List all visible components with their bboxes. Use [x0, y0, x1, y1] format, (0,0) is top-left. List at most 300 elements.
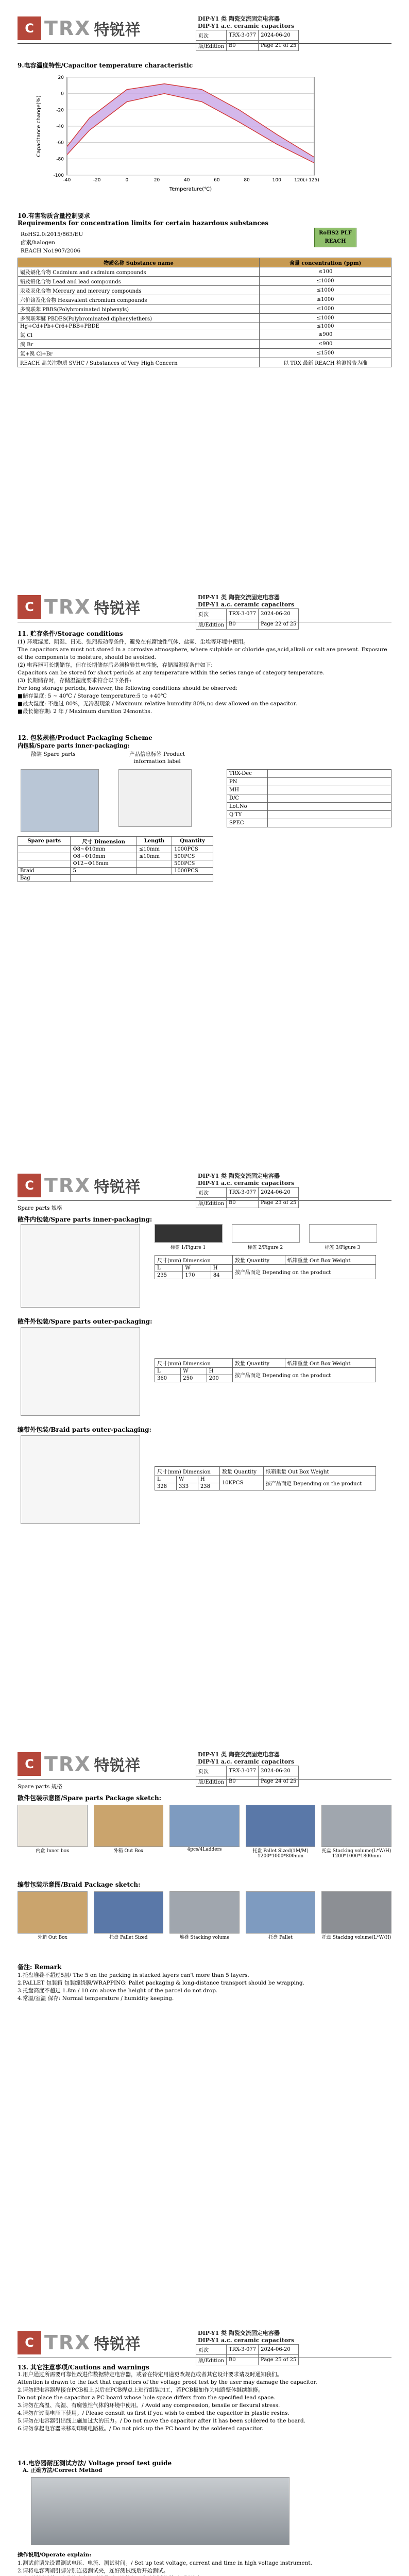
text-line: Attention is drawn to the fact that capacitors of the voltage proof test by the user may damage the capacitor.: [18, 2379, 317, 2385]
info-cell: 版/Edition: [196, 41, 227, 51]
text-line: (2) 电容器可长期储存，但在长期储存后必须检验其电性能，存储温湿度条件如下:: [18, 662, 213, 668]
logo-cn: 特锐祥: [94, 21, 141, 39]
text-line: 3.托盘高度不超过 1.8m / 10 cm above the height of the parcel do not drop.: [18, 1988, 218, 1994]
table-cell: ≤10mm: [137, 853, 172, 860]
page-3: [0, 1157, 409, 1736]
table-header: 纸箱重量 Out Box Weight: [285, 1256, 376, 1265]
text-line: ■储存温度: 5 ~ 40℃ / Storage temperature:5 to +40℃: [18, 693, 167, 699]
table-cell: H: [211, 1265, 232, 1272]
table-cell: L: [155, 1476, 177, 1483]
sketch-item: [18, 1891, 88, 1948]
table-cell: 按产品而定 Depending on the product: [232, 1368, 376, 1382]
company-logo: [18, 1174, 140, 1197]
table-cell: 镉及镉化合物 Cadmium and cadmium compounds: [18, 267, 260, 277]
x-tick-label: -40: [63, 178, 71, 183]
y-tick-label: -80: [56, 157, 64, 162]
table-row: [227, 786, 391, 794]
inner-pack-title: 散件内包装/Spare parts inner-packaging:: [18, 1216, 152, 1223]
page-number: Page 22 of 25: [259, 619, 299, 630]
logo-mark-icon: C: [18, 595, 41, 619]
table-cell: 84: [211, 1272, 232, 1279]
table-cell: ≤100: [260, 267, 391, 277]
correct-method-photo: [31, 2477, 289, 2545]
x-tick-label: -20: [93, 178, 101, 183]
info-cell: 版/Edition: [196, 1198, 227, 1208]
spare-parts-label: 散装 Spare parts: [31, 751, 76, 757]
table-cell: Lot.No: [227, 803, 268, 811]
text-line: 4.请勿在过高电压下使用。/ Please consult us first if you wish to embed the capacitor in plastic resins.: [18, 2410, 289, 2416]
table-cell: Φ8~Φ10mm: [71, 853, 137, 860]
table-cell: [268, 811, 391, 819]
y-tick-label: -60: [56, 140, 64, 146]
page-header: [18, 15, 391, 49]
doc-info-table: [196, 2344, 299, 2365]
spare-sketch-title: 散件包装示意图/Spare parts Package sketch:: [18, 1794, 162, 1802]
table-cell: 235: [155, 1272, 183, 1279]
logo-text: TRX: [44, 1753, 91, 1775]
table-cell: ≤1000: [260, 286, 391, 295]
doc-info-table: [196, 30, 299, 51]
table-row: [227, 770, 391, 778]
doc-title-en: DIP-Y1 a.c. ceramic capacitors: [198, 1758, 295, 1765]
info-cell: 2024-06-20: [259, 1766, 299, 1776]
sketch-item: [94, 1891, 164, 1948]
table-row: [227, 803, 391, 811]
text-line: 2.PALLET 包装箱 包装缠绕膜/WRAPPING: Pallet packaging & long-distance transport should be wrapping.: [18, 1980, 304, 1986]
table-cell: Q'TY: [227, 811, 268, 819]
table-cell: 500PCS: [172, 853, 213, 860]
text-line: 1.托盘堆叠不超过5层/ The 5 on the packing in stacked layers can't more than 5 layers.: [18, 1972, 249, 1978]
table-cell: H: [198, 1476, 219, 1483]
sketch-item: [246, 1891, 316, 1948]
section-14: 14.电容器耐压测试方法/ Voltage proof test guide: [18, 2460, 172, 2467]
label-figure-2: [232, 1224, 300, 1243]
sketch-item: [169, 1891, 240, 1948]
sketch-photo: [94, 1891, 164, 1934]
sketch-item: [18, 1805, 88, 1867]
sketch-item: [321, 1805, 391, 1867]
product-label-image: [118, 769, 192, 827]
label-figure-3: [309, 1224, 377, 1243]
doc-title-cn: DIP-Y1 类 陶瓷交流固定电容器: [198, 15, 280, 22]
braid-pack-title: 编带外包装/Braid parts outer-packaging:: [18, 1426, 151, 1433]
table-cell: MH: [227, 786, 268, 794]
info-cell: 版/Edition: [196, 2355, 227, 2365]
table-cell: 铅及铅化合物 Lead and lead compounds: [18, 277, 260, 286]
x-tick-label: 60: [214, 178, 220, 183]
text-line: 1.测试前请先设置测试电压、电流、测试时间。/ Set up test voltage, current and time in high voltage instrument.: [18, 2560, 312, 2566]
table-cell: [268, 778, 391, 786]
x-tick-label: 40: [184, 178, 190, 183]
logo-mark-icon: C: [18, 2331, 41, 2354]
table-cell: [268, 803, 391, 811]
table-cell: D/C: [227, 794, 268, 803]
section-10-cn: 10.有害物质含量控制要求: [18, 212, 90, 219]
logo-cn: 特锐祥: [94, 1757, 141, 1775]
figure-caption: 标签 3/Figure 3: [325, 1245, 361, 1250]
y-tick-label: -100: [53, 173, 64, 178]
table-cell: ≤1000: [260, 277, 391, 286]
table-cell: 1000PCS: [172, 846, 213, 853]
table-row: [18, 267, 391, 277]
sketch-photo: [94, 1805, 164, 1847]
company-logo: [18, 16, 140, 40]
y-axis-label: Capacitance change(%): [36, 95, 42, 157]
table-cell: W: [181, 1368, 207, 1375]
table-cell: 328: [155, 1483, 177, 1490]
label-fields-table: [227, 769, 391, 827]
sketch-item: [94, 1805, 164, 1867]
doc-title-en: DIP-Y1 a.c. ceramic capacitors: [198, 601, 295, 608]
info-cell: B0: [226, 2355, 258, 2365]
x-tick-label: 80: [244, 178, 250, 183]
text-line: 4.常温/室温 保存: Normal temperature / humidity keeping.: [18, 1995, 174, 2002]
table-header: 尺寸(mm) Dimension: [155, 1359, 233, 1368]
page-number: Page 21 of 25: [259, 41, 299, 51]
sketch-photo: [169, 1805, 240, 1847]
table-cell: Braid: [18, 868, 71, 875]
page-header: [18, 2330, 391, 2364]
table-cell: [137, 860, 172, 868]
table-cell: Φ12~Φ16mm: [71, 860, 137, 868]
sketch-photo: [321, 1805, 391, 1847]
table-cell: ≤1000: [260, 323, 391, 330]
sketch-photo: [321, 1891, 391, 1934]
table-cell: W: [183, 1265, 211, 1272]
text-line: 5.请勿在电容器引出线上施加过大的压力。/ Do not move the capacitor after it has been soldered to the board.: [18, 2418, 306, 2424]
info-cell: 页次: [196, 1766, 227, 1776]
info-cell: 2024-06-20: [259, 30, 299, 41]
section-13: 13. 其它注意事项/Cautions and warnings: [18, 2364, 149, 2371]
figure-caption: 标签 2/Figure 2: [247, 1245, 283, 1250]
doc-title: [198, 15, 294, 30]
table-header: 数量 Quantity: [232, 1359, 285, 1368]
text-line: 2.请勿把电容器焊接在PCB板上以后在PCB焊点上进行组装加工，若PCB板如作为电路整体继续维修。: [18, 2387, 264, 2393]
logo-text: TRX: [44, 17, 91, 40]
page-1: [0, 0, 409, 579]
text-line: Capacitors can be stored for short periods at any temperature within the series range of category temperature.: [18, 670, 325, 676]
info-cell: B0: [226, 41, 258, 51]
x-axis-label: Temperature(℃): [169, 187, 212, 192]
sketch-caption: 堆叠 Stacking volume: [179, 1935, 230, 1940]
y-tick-label: 20: [58, 75, 64, 80]
logo-text: TRX: [44, 596, 91, 618]
logo-text: TRX: [44, 2331, 91, 2354]
table-cell: ≤1000: [260, 304, 391, 314]
outer-box-drawing: [21, 1327, 140, 1416]
info-cell: 页次: [196, 609, 227, 619]
hazard-table: [18, 258, 391, 367]
doc-title: [198, 1751, 294, 1766]
info-cell: TRX-3-077: [226, 1188, 258, 1198]
table-cell: [268, 770, 391, 778]
page-note: Spare parts 规格: [18, 1784, 62, 1790]
page-note: Spare parts 规格: [18, 1205, 62, 1211]
table-cell: H: [207, 1368, 232, 1375]
table-row: [18, 349, 391, 358]
info-cell: B0: [226, 1198, 258, 1208]
table-cell: 5: [71, 868, 137, 875]
table-cell: ≤10mm: [137, 846, 172, 853]
table-row: [18, 340, 391, 349]
table-row: [227, 819, 391, 827]
info-cell: 2024-06-20: [259, 2345, 299, 2355]
table-cell: ≤900: [260, 330, 391, 340]
text-line: 2.请将电容两端引脚分别连接测试夹，连好测试线后开始测试。: [18, 2568, 169, 2574]
text-line: For long storage periods, however, the following conditions should be observed:: [18, 685, 238, 691]
table-cell: 500PCS: [172, 860, 213, 868]
table-cell: [268, 819, 391, 827]
table-cell: 氯 Cl: [18, 330, 260, 340]
table-cell: 按产品而定 Depending on the product: [263, 1476, 376, 1490]
logo-mark-icon: C: [18, 1174, 41, 1197]
info-cell: TRX-3-077: [226, 2345, 258, 2355]
braid-box-drawing: [21, 1435, 140, 1524]
doc-title-en: DIP-Y1 a.c. ceramic capacitors: [198, 2337, 295, 2344]
table-cell: TRX-Dec: [227, 770, 268, 778]
info-cell: 页次: [196, 30, 227, 41]
table-cell: 汞及汞化合物 Mercury and mercury compounds: [18, 286, 260, 295]
table-row: [18, 295, 391, 304]
page-2: [0, 579, 409, 1157]
info-cell: TRX-3-077: [226, 1766, 258, 1776]
sketch-photo: [169, 1891, 240, 1934]
logo-mark-icon: C: [18, 16, 41, 40]
op-explain-title: 操作说明/Operate explain:: [18, 2552, 92, 2558]
sketch-photo: [18, 1805, 88, 1847]
logo-cn: 特锐祥: [94, 2335, 141, 2353]
table-cell: [18, 860, 71, 868]
info-cell: 版/Edition: [196, 1776, 227, 1787]
table-cell: [137, 868, 172, 875]
table-cell: 多溴联苯醚 PBDES(Polybrominated diphenylethers): [18, 314, 260, 323]
sketch-item: [169, 1805, 240, 1867]
x-tick-label: 120(+125): [294, 178, 319, 183]
table-header: 纸箱重量 Out Box Weight: [285, 1359, 376, 1368]
table-header: Quantity: [172, 837, 213, 846]
table-cell: [268, 786, 391, 794]
x-tick-label: 20: [154, 178, 160, 183]
sketch-caption: 托盘 Pallet: [268, 1935, 293, 1940]
sketch-caption: 内盒 Inner box: [36, 1849, 70, 1854]
table-row: [227, 811, 391, 819]
inner-pack-title: 内包装/Spare parts inner-packaging:: [18, 742, 130, 749]
doc-title-en: DIP-Y1 a.c. ceramic capacitors: [198, 23, 295, 29]
table-row: [18, 323, 391, 330]
text-line: 1.用户通过所需要可靠性改进作数据特定电容器，或者在特定用途更改规范或者其它设计要求请及时通知我们。: [18, 2371, 283, 2378]
table-cell: Bag: [18, 875, 71, 882]
sketch-caption: 外箱 Out Box: [113, 1849, 144, 1854]
logo-cn: 特锐祥: [94, 600, 141, 618]
table-cell: [18, 846, 71, 853]
table-cell: Hg+Cd+Pb+Cr6+PBB+PBDE: [18, 323, 260, 330]
table-cell: ≤900: [260, 340, 391, 349]
braid-sketch-title: 编带包装示意图/Braid Package sketch:: [18, 1881, 141, 1888]
spare-parts-photo: [21, 769, 99, 832]
y-tick-label: 0: [61, 91, 64, 97]
sketch-caption: 托盘 Pallet Sized: [109, 1935, 148, 1940]
doc-info-table: [196, 608, 299, 630]
company-logo: [18, 1752, 140, 1776]
table-row: [18, 277, 391, 286]
table-cell: 170: [183, 1272, 211, 1279]
rohs-line: 卤素/halogen: [21, 240, 55, 246]
table-cell: 238: [198, 1483, 219, 1490]
table-cell: [71, 875, 213, 882]
info-cell: 页次: [196, 2345, 227, 2355]
table-row: [18, 304, 391, 314]
section-12: 12. 包装规格/Product Packaging Scheme: [18, 734, 152, 741]
table-header: 含量 concentration (ppm): [260, 258, 391, 267]
text-line: (3) 长期储存时，存储温湿度要求符合以下条件:: [18, 677, 132, 684]
text-line: The capacitors are must not stored in a corrosive atmosphere, where sulphide or chloride gas,acid,alkali or salt are present. Exposure of the components to moisture, should be avoided.: [18, 647, 387, 660]
pack-spec-table: [18, 836, 213, 882]
table-cell: 以 TRX 最新 REACH 检测报告为准: [260, 358, 391, 367]
table-header: 尺寸(mm) Dimension: [155, 1256, 233, 1265]
y-tick-label: -40: [56, 124, 64, 129]
table-cell: ≤1000: [260, 314, 391, 323]
section-10-en: Requirements for concentration limits for certain hazardous substances: [18, 219, 269, 227]
info-cell: TRX-3-077: [226, 30, 258, 41]
info-cell: TRX-3-077: [226, 609, 258, 619]
text-line: ■最长储存期: 2 年 / Maximum duration 24months.: [18, 708, 152, 715]
section-11: 11. 贮存条件/Storage conditions: [18, 630, 123, 637]
table-row: [18, 286, 391, 295]
table-cell: L: [155, 1368, 181, 1375]
page-5: [0, 2314, 409, 2576]
table-cell: 10KPCS: [219, 1476, 263, 1490]
table-cell: ≤1500: [260, 349, 391, 358]
logo-cn: 特锐祥: [94, 1178, 141, 1196]
doc-title-cn: DIP-Y1 类 陶瓷交流固定电容器: [198, 1173, 280, 1179]
info-cell: 页次: [196, 1188, 227, 1198]
table-header: Spare parts: [18, 837, 71, 846]
info-cell: B0: [226, 619, 258, 630]
info-cell: B0: [226, 1776, 258, 1787]
table-cell: SPEC: [227, 819, 268, 827]
correct-method-label: A. 正确方法/Correct Method: [23, 2467, 103, 2473]
table-row: [227, 778, 391, 786]
info-cell: 版/Edition: [196, 619, 227, 630]
rohs-line: REACH No1907/2006: [21, 248, 81, 254]
table-cell: ≤1000: [260, 295, 391, 304]
doc-title-cn: DIP-Y1 类 陶瓷交流固定电容器: [198, 2330, 280, 2336]
text-line: (1) 环境湿度、阴湿、日光、强烈振动等条件，避免在有腐蚀性气体、盐雾、尘埃等环境中使用。: [18, 639, 249, 645]
chart-section-title: 9.电容温度特性/Capacitor temperature characteristic: [18, 62, 193, 69]
sketch-caption: 托盘 Stacking volume(L*W/H) 1200*1000*1800mm: [321, 1849, 391, 1859]
doc-title: [198, 1173, 294, 1187]
x-tick-label: 0: [125, 178, 129, 183]
table-cell: 200: [207, 1375, 232, 1382]
sketch-caption: 托盘 Stacking volume(L*W/H): [321, 1935, 391, 1940]
table-cell: [268, 794, 391, 803]
table-cell: 按产品而定 Depending on the product: [232, 1265, 376, 1279]
sketch-photo: [246, 1805, 316, 1847]
table-cell: 六价铬及化合物 Hexavalent chromium compounds: [18, 295, 260, 304]
compliance-badge: RoHS2 PLF REACH: [314, 228, 356, 247]
table-header: 纸箱重量 Out Box Weight: [263, 1467, 376, 1476]
table-header: Length: [137, 837, 172, 846]
braid-dim-table: [155, 1466, 376, 1490]
sketch-photo: [18, 1891, 88, 1934]
page-number: Page 23 of 25: [259, 1198, 299, 1208]
table-cell: W: [176, 1476, 198, 1483]
page-4: [0, 1736, 409, 2314]
sketch-photo: [246, 1891, 316, 1934]
table-row: [18, 358, 391, 367]
sketch-caption: 外箱 Out Box: [37, 1935, 67, 1940]
table-header: 物质名称 Substance name: [18, 258, 260, 267]
inner-dim-table: [155, 1255, 376, 1279]
text-line: Do not place the capacitor a PC board whose hole space differs from the specified lead space.: [18, 2395, 276, 2401]
table-header: 尺寸 Dimension: [71, 837, 137, 846]
table-cell: REACH 高关注物质 SVHC / Substances of Very High Concern: [18, 358, 260, 367]
label-figure-1: [155, 1224, 223, 1243]
inner-box-drawing: [21, 1224, 140, 1308]
doc-title: [198, 594, 294, 608]
label-info-caption: 产品信息标签 Product information label: [129, 751, 185, 765]
table-row: [18, 314, 391, 323]
table-header: 数量 Quantity: [232, 1256, 285, 1265]
page-number: Page 25 of 25: [259, 2355, 299, 2365]
doc-info-table: [196, 1766, 299, 1787]
table-cell: 360: [155, 1375, 181, 1382]
table-row: [227, 794, 391, 803]
x-tick-label: 100: [272, 178, 281, 183]
sketch-item: [246, 1805, 316, 1867]
remark-title: 备注: Remark: [18, 1963, 62, 1971]
y-tick-label: -20: [56, 108, 64, 113]
page-header: [18, 1751, 391, 1785]
info-cell: 2024-06-20: [259, 1188, 299, 1198]
table-cell: PN: [227, 778, 268, 786]
table-cell: Φ8~Φ10mm: [71, 846, 137, 853]
text-line: 6.请勿拿起电容器来移动印刷电路板。/ Do not pick up the PC board by the soldered capacitor.: [18, 2426, 264, 2432]
sketch-item: [321, 1891, 391, 1948]
outer-pack-title: 散件外包装/Spare parts outer-packaging:: [18, 1318, 152, 1325]
outer-dim-table: [155, 1358, 376, 1382]
figure-caption: 标签 1/Figure 1: [170, 1245, 206, 1250]
table-header: 数量 Quantity: [219, 1467, 263, 1476]
table-cell: 333: [176, 1483, 198, 1490]
table-cell: L: [155, 1265, 183, 1272]
company-logo: [18, 2331, 140, 2354]
doc-title: [198, 2330, 294, 2344]
text-line: 3.请勿在高温、高湿、有腐蚀性气体的环境中使用。/ Avoid any compression, tensile or flexural stress.: [18, 2402, 280, 2409]
table-cell: 1000PCS: [172, 868, 213, 875]
doc-title-en: DIP-Y1 a.c. ceramic capacitors: [198, 1180, 295, 1187]
rohs-line: RoHS2.0:2015/863/EU: [21, 231, 83, 238]
table-cell: 多溴联苯 PBBS(Polybrominated biphenyls): [18, 304, 260, 314]
page-header: [18, 1173, 391, 1207]
sketch-caption: 托盘 Pallet Sized(1M/M) 1200*1000*800mm: [252, 1849, 309, 1859]
page-number: Page 24 of 25: [259, 1776, 299, 1787]
table-cell: [18, 853, 71, 860]
doc-title-cn: DIP-Y1 类 陶瓷交流固定电容器: [198, 1751, 280, 1758]
page-header: [18, 594, 391, 628]
table-cell: 250: [181, 1375, 207, 1382]
info-cell: 2024-06-20: [259, 609, 299, 619]
sketch-caption: 4pcs/4Ladders: [187, 1847, 222, 1852]
table-cell: 氯+溴 Cl+Br: [18, 349, 260, 358]
doc-title-cn: DIP-Y1 类 陶瓷交流固定电容器: [198, 594, 280, 601]
logo-mark-icon: C: [18, 1752, 41, 1776]
text-line: ■最大湿度: 不超过 80%，无冷凝现象 / Maximum relative humidity 80%,no dew allowed on the capacitor.: [18, 701, 297, 707]
table-cell: 溴 Br: [18, 340, 260, 349]
table-header: 尺寸(mm) Dimension: [155, 1467, 220, 1476]
logo-text: TRX: [44, 1174, 91, 1197]
doc-info-table: [196, 1187, 299, 1208]
